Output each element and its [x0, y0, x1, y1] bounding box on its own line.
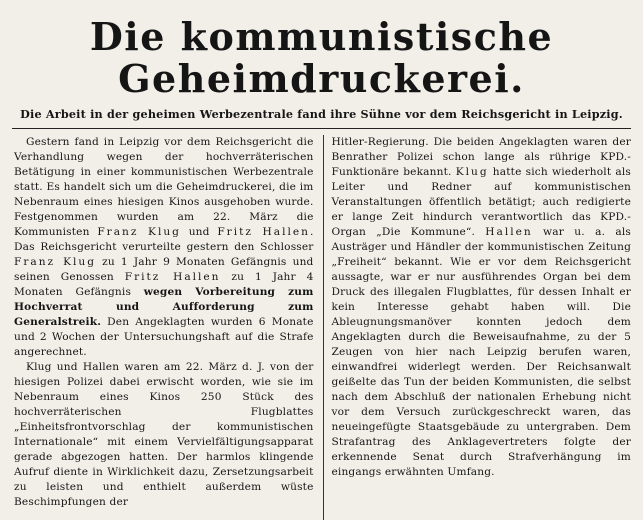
subheadline: Die Arbeit in der geheimen Werbezentrale fand ihre Sühne vor dem Reichsgericht in Leipzig.: [20, 107, 623, 121]
left-paragraph-1: [14, 135, 314, 360]
text-run: hatte sich wiederholt als Leiter und Redner auf kommunistischen Veranstaltungen öffentlich betätigt; auch redigierte er lange Zeit hindurch verantwortlich das KPD.-Organ „Die Kommune“.: [331, 166, 632, 238]
text-run: . Das Reichsgericht verurteilte gestern den Schlosser: [14, 226, 314, 253]
headline: Die kommunistische Geheimdruckerei.: [89, 14, 554, 101]
left-paragraph-2: Klug und Hallen waren am 22. März d. J. von der hiesigen Polizei dabei erwischt worden, wie sie im Nebenraum eines Kinos 250 Stück des hochverräterischen Flugblattes „Einheitsfrontvorschlag der kommunistischen Internationale“ mit einem Vervielfältigungsapparat gerade abgezogen hatten. Der harmlos klingende Aufruf diente in Wirklichkeit dazu, Zersetzungsarbeit zu leisten und enthielt außerdem wüste Beschimpfungen der: [14, 361, 314, 508]
name-franz-klug: Franz Klug: [97, 226, 181, 238]
text-run: war u. a. als Austräger und Händler der kommunistischen Zeitung „Freiheit“ bekannt. Wie er vor dem Reichsgericht aussagte, war er nur ausführendes Organ bei dem Druck des illegalen Flugblattes, für dessen Inhalt er kein Interesse gehabt haben will. Die Ableugnungsmanöver konnten jedoch dem Angeklagten durch die Beweisaufnahme, zu der 5 Zeugen von hier nach Leipzig berufen waren, einwandfrei widerlegt werden. Der Reichsanwalt geißelte das Tun der beiden Kommunisten, die selbst nach dem Abschluß der nationalen Erhebung nicht vor dem Versuch zurückgeschreckt waren, das neueingefügte Staatsgebäude zu untergraben. Dem Strafantrag des Anklagevertreters folgte der erkennende Senat durch Strafverhängung im eingangs erwähnten Umfang.: [331, 226, 631, 478]
name-fritz-hallen: Fritz Hallen: [124, 271, 221, 283]
right-paragraph-1: [332, 135, 632, 480]
text-run: und: [180, 226, 218, 238]
text-run: zu 1 Jahr 9 Monaten Gefängnis und seinen Genossen: [14, 256, 314, 283]
name-fritz-hallen: Fritz Hallen: [217, 226, 310, 238]
name-hallen: Hallen: [485, 226, 533, 238]
text-run: Den Angeklagten wurden 6 Monate und 2 Wochen der Untersuchungshaft auf die Strafe angerechnet.: [14, 316, 314, 358]
text-run: Hitler-Regierung. Die beiden Angeklagten waren der Benrather Polizei schon lange als rührige KPD.-Funktionäre bekannt.: [331, 136, 631, 178]
header-rule: [12, 128, 631, 129]
text-run: zu 1 Jahr 4 Monaten Gefängnis: [14, 271, 314, 298]
text-run: Gestern fand in Leipzig vor dem Reichsgericht die Verhandlung wegen der hochverräterischen Betätigung in einer kommunistischen Werbezentrale statt. Es handelt sich um die Geheimdruckerei, die im Nebenraum eines hiesigen Kinos ausgehoben wurde. Festgenommen wurden am 22. März die Kommunisten: [14, 136, 314, 238]
name-franz-klug: Franz Klug: [14, 256, 96, 268]
verdict-reason: wegen Vorbereitung zum Hochverrat und Aufforderung zum Generalstreik.: [14, 286, 314, 328]
name-klug: Klug: [455, 166, 489, 178]
column-divider: [323, 135, 324, 520]
